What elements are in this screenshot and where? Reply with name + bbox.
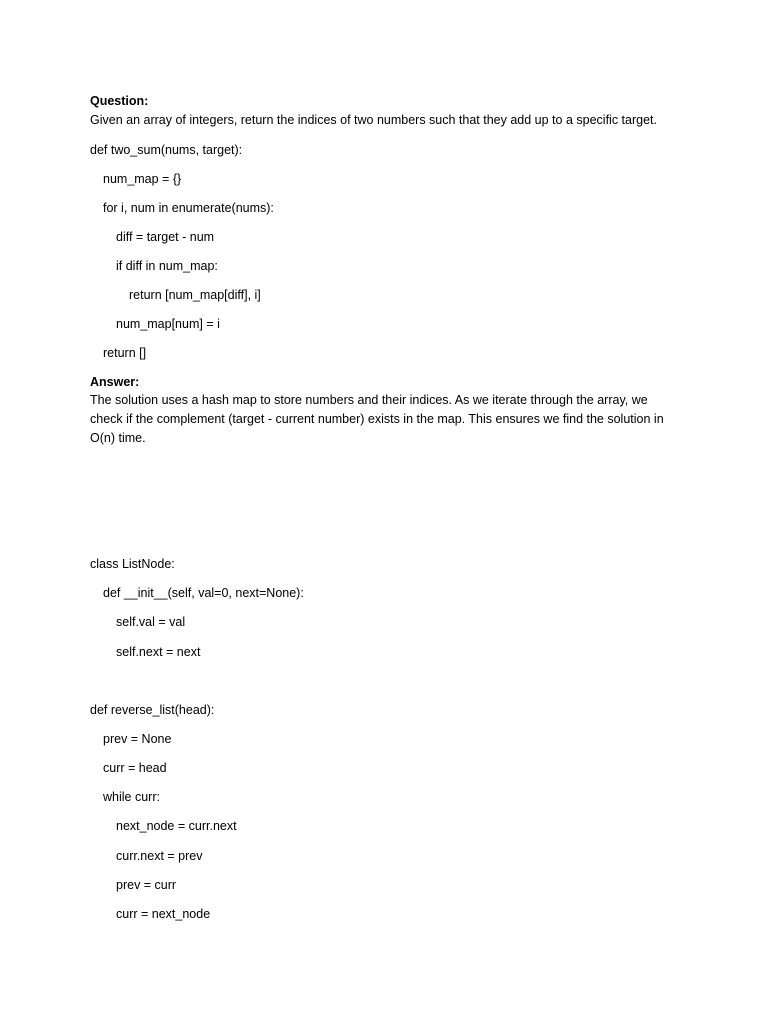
code-line: if diff in num_map: [116,259,218,273]
code-line: def __init__(self, val=0, next=None): [103,586,304,600]
code-line: curr = head [103,761,167,775]
code-line: curr.next = prev [116,849,203,863]
code-line: num_map[num] = i [116,317,220,331]
code-line: num_map = {} [103,172,182,186]
code-line: def two_sum(nums, target): [90,143,243,157]
code-line: self.val = val [116,615,186,629]
code-line: prev = None [103,732,172,746]
answer-line: The solution uses a hash map to store numbers and their indices. As we iterate through the array, we [90,393,648,407]
code-line: diff = target - num [116,230,215,244]
code-line: for i, num in enumerate(nums): [103,201,274,215]
code-line: next_node = curr.next [116,819,237,833]
question-heading: Question: [90,94,149,108]
code-line: curr = next_node [116,907,211,921]
code-line: def reverse_list(head): [90,703,215,717]
answer-heading: Answer: [90,375,140,389]
code-line: return [] [103,346,147,360]
question-text: Given an array of integers, return the indices of two numbers such that they add up to a specific target. [90,113,657,127]
code-line: class ListNode: [90,557,175,571]
code-line: return [num_map[diff], i] [129,288,261,302]
code-line: while curr: [103,790,160,804]
answer-line: O(n) time. [90,431,146,445]
code-line: self.next = next [116,645,201,659]
answer-line: check if the complement (target - current number) exists in the map. This ensures we find the solution in [90,412,664,426]
code-line: prev = curr [116,878,177,892]
